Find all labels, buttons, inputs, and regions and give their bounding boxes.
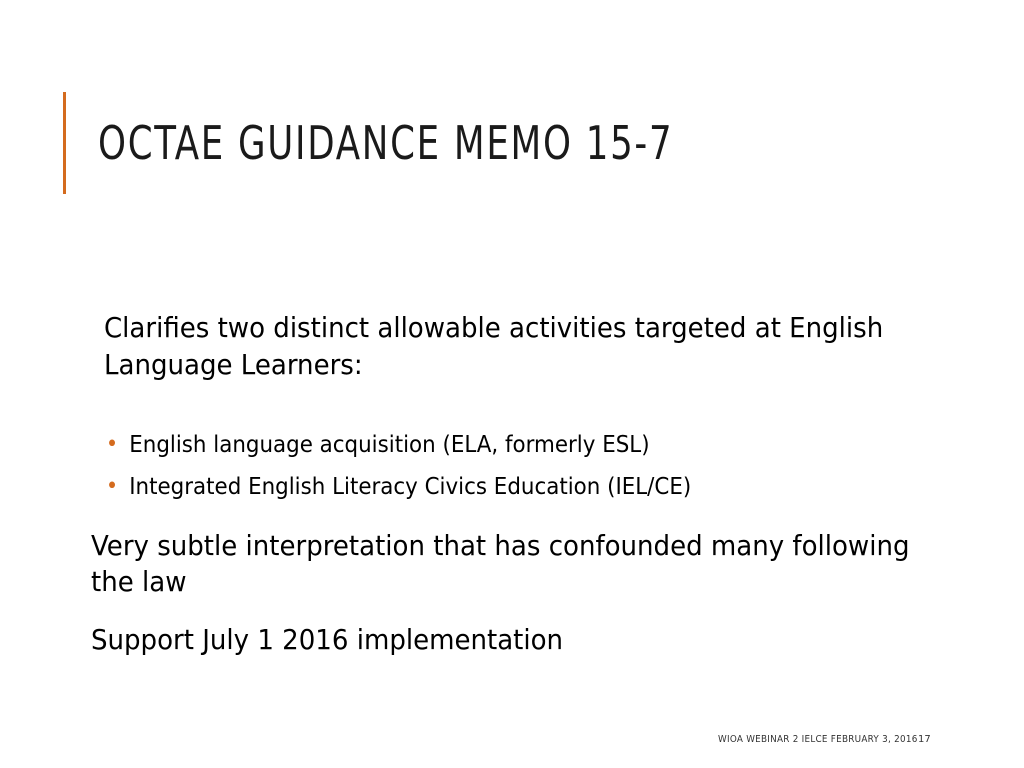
point-implementation: Support July 1 2016 implementation xyxy=(91,623,564,656)
list-item xyxy=(106,424,691,466)
bullet-text: Integrated English Literacy Civics Education (IEL/CE) xyxy=(129,474,692,500)
bullet-dot-icon: • xyxy=(106,474,119,499)
point-interpretation: Very subtle interpretation that has confounded many following the law xyxy=(91,529,910,598)
bullet-dot-icon: • xyxy=(106,432,119,457)
bullet-text: English language acquisition (ELA, formerly ESL) xyxy=(129,432,650,458)
footer-text: WIOA WEBINAR 2 IELCE FEBRUARY 3, 2016 xyxy=(718,734,918,745)
bullet-list xyxy=(106,424,691,508)
list-item xyxy=(106,466,691,508)
title-accent-bar xyxy=(63,92,66,194)
page-number: 17 xyxy=(918,734,931,745)
intro-text: Clarifies two distinct allowable activities targeted at English Language Learners: xyxy=(104,311,884,381)
slide-title: OCTAE GUIDANCE MEMO 15-7 xyxy=(98,116,674,170)
